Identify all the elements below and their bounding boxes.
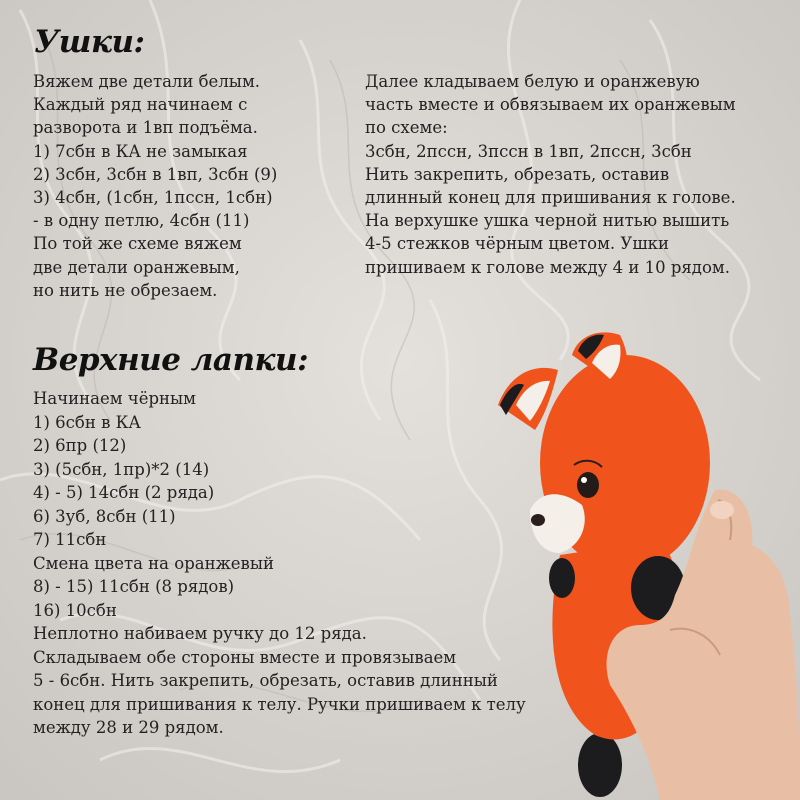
section-title-ears: Ушки: — [34, 24, 145, 60]
ears-instructions-left — [33, 70, 277, 302]
text-line: Далее кладываем белую и оранжевую — [365, 72, 700, 91]
text-line: 3сбн, 2пссн, 3пссн в 1вп, 2пссн, 3сбн — [365, 141, 692, 161]
text-line: 7) 11сбн — [33, 530, 107, 549]
ears-instructions-right — [365, 70, 736, 279]
text-line: но нить не обрезаем. — [33, 280, 218, 300]
text-line: Вяжем две детали белым. — [33, 72, 261, 91]
text-line: конец для пришивания к телу. Ручки пришиваем к телу — [33, 694, 526, 714]
text-line: Складываем обе стороны вместе и провязываем — [33, 647, 457, 667]
text-line: Смена цвета на оранжевый — [33, 553, 274, 573]
text-line: разворота и 1вп подъёма. — [33, 118, 258, 138]
crochet-fox-photo — [490, 325, 800, 800]
text-line: На верхушке ушка черной нитью вышить — [365, 211, 730, 231]
text-line: 4) - 5) 14сбн (2 ряда) — [33, 483, 215, 502]
text-line: Неплотно набиваем ручку до 12 ряда. — [33, 624, 367, 643]
text-line: По той же схеме вяжем — [33, 234, 242, 254]
text-line: 1) 6сбн в КА — [33, 412, 141, 432]
text-line: Каждый ряд начинаем с — [33, 95, 248, 115]
text-line: 3) 4сбн, (1сбн, 1пссн, 1сбн) — [33, 188, 273, 208]
text-line: Нить закрепить, обрезать, оставив — [365, 164, 670, 184]
text-line: по схеме: — [365, 118, 448, 138]
text-line: между 28 и 29 рядом. — [33, 718, 224, 737]
text-line: две детали оранжевым, — [33, 257, 240, 277]
text-line: - в одну петлю, 4сбн (11) — [33, 211, 250, 231]
text-line: Начинаем чёрным — [33, 389, 197, 408]
text-line: 1) 7сбн в КА не замыкая — [33, 141, 248, 161]
fox-eye — [577, 472, 599, 498]
fox-leg — [578, 733, 622, 797]
text-line: 2) 6пр (12) — [33, 436, 127, 455]
text-line: 6) 3уб, 8сбн (11) — [33, 506, 176, 526]
text-line: 3) (5сбн, 1пр)*2 (14) — [33, 459, 210, 479]
text-line: часть вместе и обвязываем их оранжевым — [365, 95, 736, 115]
text-line: 8) - 15) 11сбн (8 рядов) — [33, 577, 235, 596]
text-line: 4-5 стежков чёрным цветом. Ушки — [365, 234, 669, 254]
text-line: пришиваем к голове между 4 и 10 рядом. — [365, 257, 730, 277]
text-line: 5 - 6сбн. Нить закрепить, обрезать, оставив длинный — [33, 671, 498, 690]
text-line: 2) 3сбн, 3сбн в 1вп, 3сбн (9) — [33, 164, 278, 184]
fox-nose — [531, 514, 545, 526]
text-line: длинный конец для пришивания к голове. — [365, 188, 736, 208]
text-line: 16) 10сбн — [33, 600, 117, 620]
paws-instructions — [33, 387, 526, 740]
section-title-upper-paws: Верхние лапки: — [33, 342, 309, 378]
fox-paw-left — [549, 558, 575, 598]
